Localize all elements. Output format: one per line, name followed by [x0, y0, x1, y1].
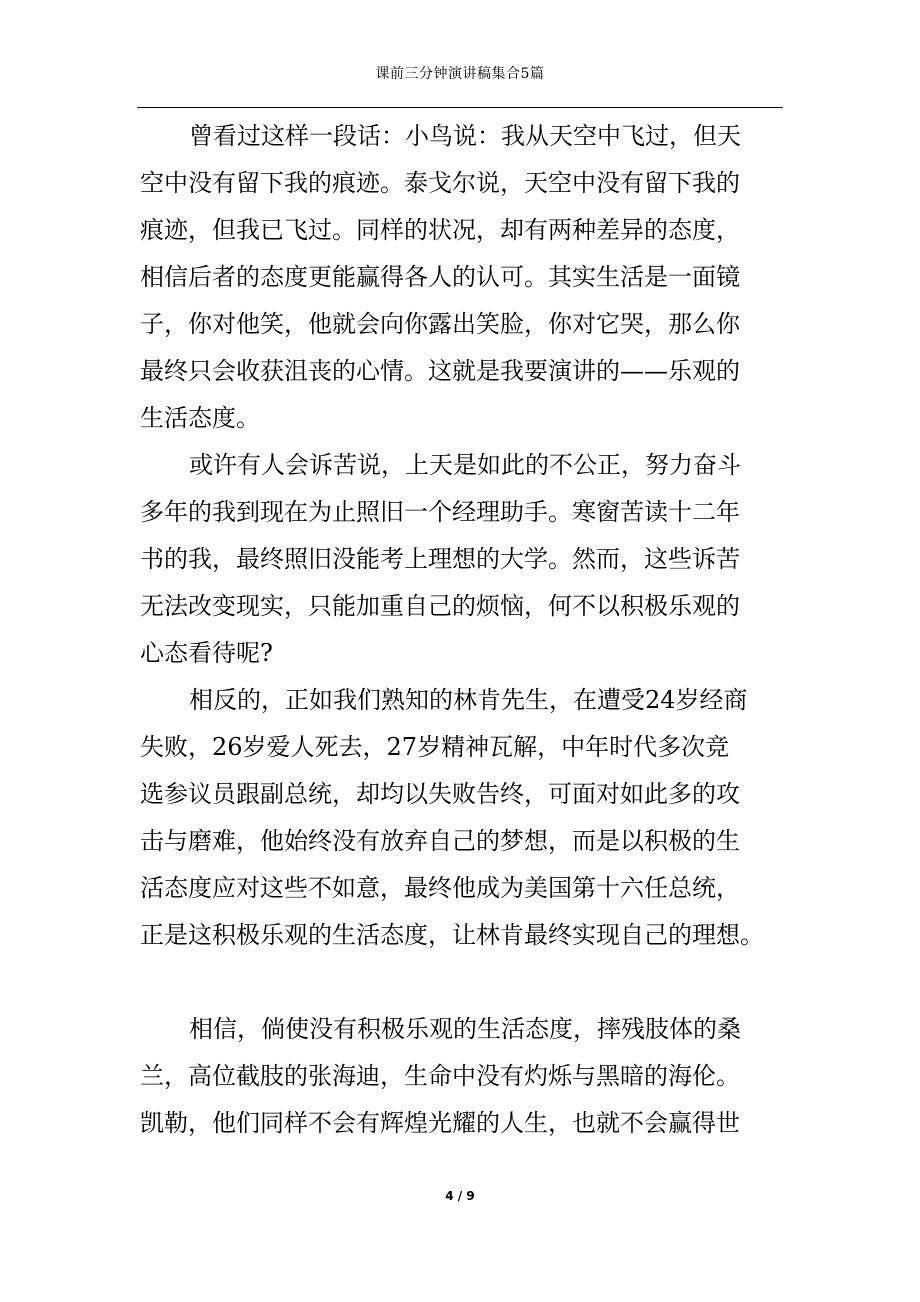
- paragraph-1-line-3: 痕迹，但我已飞过。同样的状况，却有两种差异的态度，: [140, 216, 740, 244]
- paragraph-1-line-6: 最终只会收获沮丧的心情。这就是我要演讲的——乐观的: [140, 357, 740, 385]
- paragraph-2-line-4: 无法改变现实，只能加重自己的烦恼，何不以积极乐观的: [140, 592, 740, 620]
- paragraph-4-line-2: 兰，高位截肢的张海迪，生命中没有灼烁与黑暗的海伦。: [140, 1062, 740, 1090]
- header-divider: [137, 107, 783, 108]
- paragraph-3-line-2: 失败，26岁爱人死去，27岁精神瓦解，中年时代多次竞: [140, 733, 730, 761]
- document-body: [140, 113, 800, 1147]
- paragraph-1-line-5: 子，你对他笑，他就会向你露出笑脸，你对它哭，那么你: [140, 310, 740, 338]
- paragraph-4-line-1: 相信，倘使没有积极乐观的生活态度，摔残肢体的桑: [189, 1015, 741, 1043]
- paragraph-1-line-4: 相信后者的态度更能赢得各人的认可。其实生活是一面镜: [140, 263, 740, 291]
- paragraph-1-line-1: 曾看过这样一段话：小鸟说：我从天空中飞过，但天: [189, 122, 741, 150]
- page-number: 4 / 9: [445, 1189, 475, 1203]
- paragraph-3-line-1: 相反的，正如我们熟知的林肯先生，在遭受24岁经商: [189, 686, 748, 714]
- paragraph-1-line-7: 生活态度。: [140, 404, 260, 432]
- paragraph-1-line-2: 空中没有留下我的痕迹。泰戈尔说，天空中没有留下我的: [140, 169, 740, 197]
- paragraph-2-line-1: 或许有人会诉苦说，上天是如此的不公正，努力奋斗: [189, 451, 741, 479]
- paragraph-3-line-3: 选参议员跟副总统，却均以失败告终，可面对如此多的攻: [140, 780, 740, 808]
- paragraph-2-line-2: 多年的我到现在为止照旧一个经理助手。寒窗苦读十二年: [140, 498, 740, 526]
- paragraph-2-line-5: 心态看待呢?: [140, 639, 273, 667]
- paragraph-2-line-3: 书的我，最终照旧没能考上理想的大学。然而，这些诉苦: [140, 545, 740, 573]
- document-header-title: 课前三分钟演讲稿集合5篇: [375, 66, 545, 82]
- paragraph-4-line-3: 凯勒，他们同样不会有辉煌光耀的人生，也就不会赢得世: [140, 1109, 740, 1137]
- paragraph-spacer: [140, 959, 800, 1006]
- paragraph-3-line-5: 活态度应对这些不如意，最终他成为美国第十六任总统，: [140, 874, 740, 902]
- paragraph-3-line-4: 击与磨难，他始终没有放弃自己的梦想，而是以积极的生: [140, 827, 740, 855]
- paragraph-3-line-6: 正是这积极乐观的生活态度，让林肯最终实现自己的理想。: [140, 921, 764, 949]
